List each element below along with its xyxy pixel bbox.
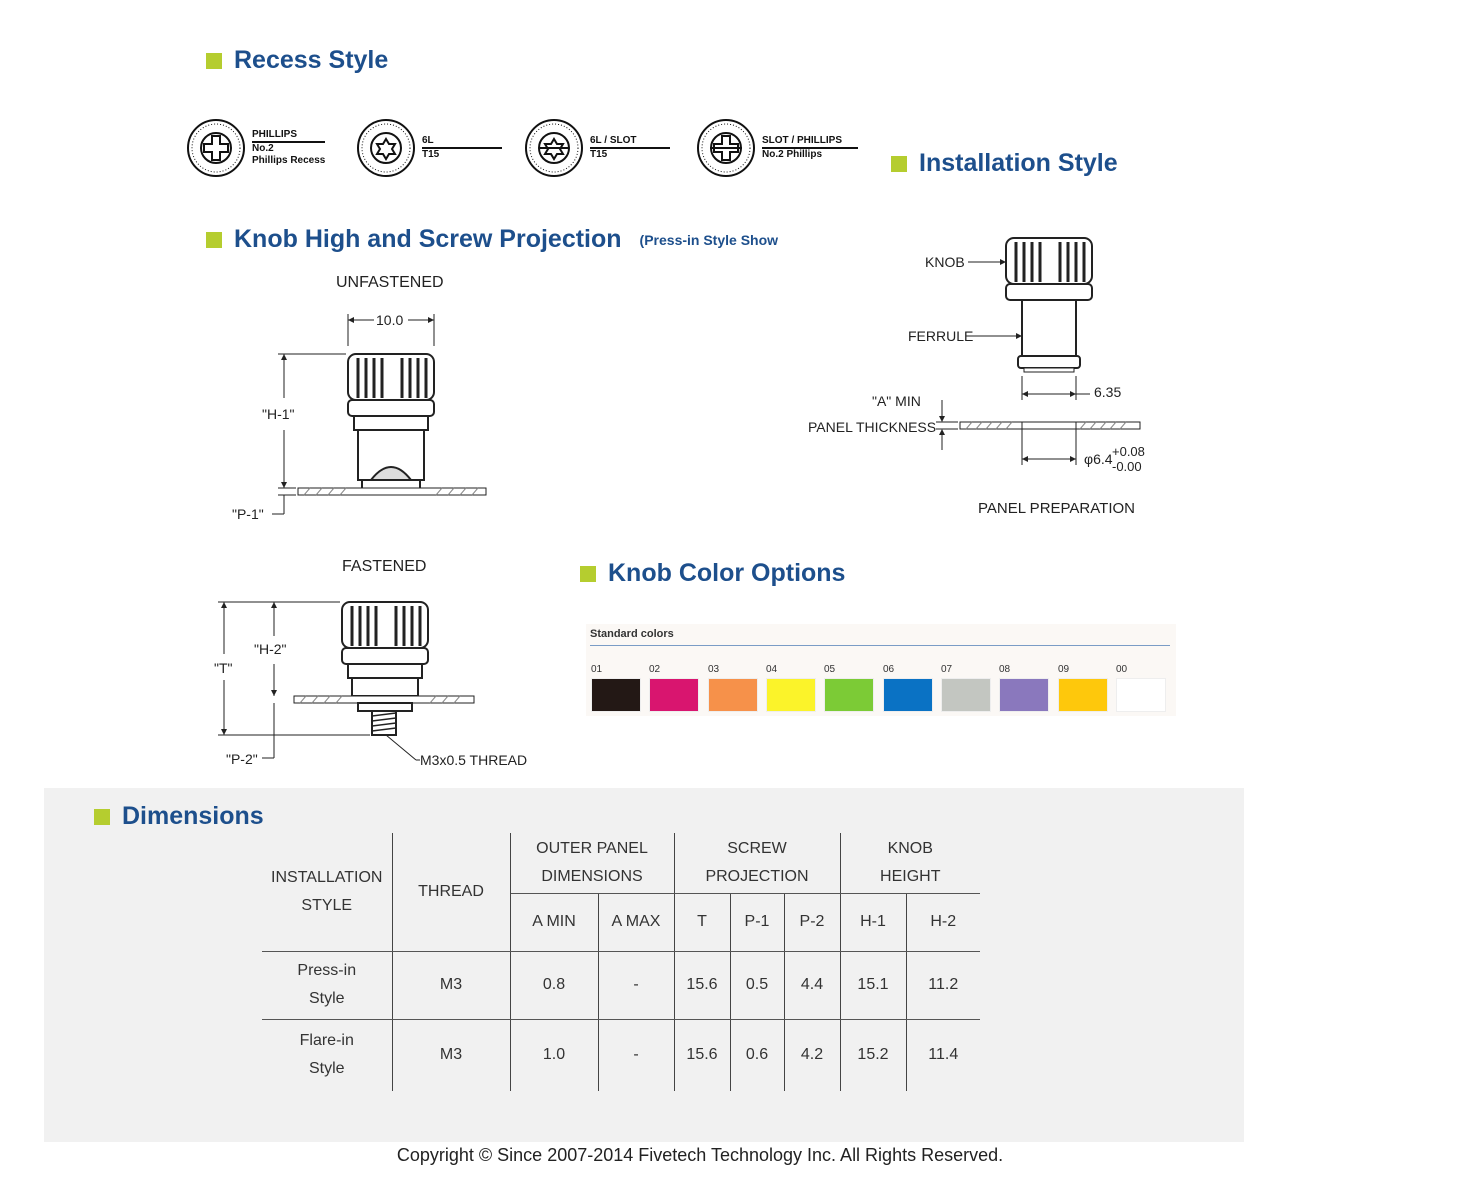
col-header-outer-panel: OUTER PANEL DIMENSIONS <box>510 833 674 893</box>
tolerance-minus: -0.00 <box>1112 459 1142 474</box>
subheader-p2: P-2 <box>784 893 840 951</box>
phillips-recess-icon <box>186 118 246 178</box>
panel-preparation-caption: PANEL PREPARATION <box>978 500 1135 517</box>
tolerance-plus: +0.08 <box>1112 444 1145 459</box>
color-swatch: 02 <box>649 664 699 712</box>
fastened-title: FASTENED <box>342 558 427 575</box>
hole-diameter-label: φ6.4 <box>1084 451 1113 467</box>
subheader-t: T <box>674 893 730 951</box>
color-swatch: 06 <box>883 664 933 712</box>
slot-phillips-recess-icon <box>696 118 756 178</box>
dim-635-label: 6.35 <box>1094 384 1122 400</box>
col-header-screw-projection: SCREW PROJECTION <box>674 833 840 893</box>
subheader-p1: P-1 <box>730 893 784 951</box>
ferrule-label: FERRULE <box>908 328 974 344</box>
bullet-square-icon <box>206 232 222 248</box>
6l-recess-icon <box>356 118 416 178</box>
color-chip <box>999 678 1049 712</box>
recess-phillips: PHILLIPS No.2 Phillips Recess <box>186 118 325 178</box>
fastened-drawing <box>210 592 510 772</box>
recess-label-3: 6L / SLOT <box>590 135 670 149</box>
bullet-square-icon <box>206 53 222 69</box>
color-chip <box>824 678 874 712</box>
thread-label: M3x0.5 THREAD <box>420 752 528 768</box>
table-row: Flare-in Style M3 1.0 - 15.6 0.6 4.2 15.2 11.4 <box>262 1019 980 1091</box>
bullet-square-icon <box>891 156 907 172</box>
copyright-footer: Copyright © Since 2007-2014 Fivetech Technology Inc. All Rights Reserved. <box>396 1145 1004 1165</box>
dimensions-title: Dimensions <box>94 802 264 831</box>
col-header-thread: THREAD <box>392 833 510 951</box>
knob-high-title: Knob High and Screw Projection (Press-in Style Show <box>206 225 804 254</box>
color-swatch: 00 <box>1116 664 1166 712</box>
divider <box>590 645 1170 646</box>
recess-6l: 6L T15 <box>356 118 502 178</box>
color-chip <box>766 678 816 712</box>
recess-label-4: SLOT / PHILLIPS <box>762 135 858 149</box>
a-min-label: "A" MIN <box>872 393 921 409</box>
color-chip <box>591 678 641 712</box>
color-swatch: 05 <box>824 664 874 712</box>
color-chip <box>1058 678 1108 712</box>
subheader-a-min: A MIN <box>510 893 598 951</box>
subheader-h1: H-1 <box>840 893 906 951</box>
recess-slot-phillips: SLOT / PHILLIPS No.2 Phillips <box>696 118 858 178</box>
recess-label-1: PHILLIPS <box>252 129 325 143</box>
color-chip <box>941 678 991 712</box>
unfastened-title: UNFASTENED <box>336 274 444 291</box>
color-swatch: 09 <box>1058 664 1108 712</box>
color-swatch: 07 <box>941 664 991 712</box>
h2-label: "H-2" <box>254 641 287 657</box>
p1-label: "P-1" <box>232 506 264 522</box>
recess-6l-slot: 6L / SLOT T15 <box>524 118 670 178</box>
standard-colors-header: Standard colors <box>590 628 674 640</box>
bullet-square-icon <box>580 566 596 582</box>
subheader-h2: H-2 <box>906 893 980 951</box>
recess-style-title: Recess Style <box>206 46 388 75</box>
panel-thickness-label: PANEL THICKNESS <box>808 419 937 435</box>
col-header-knob-height: KNOB HEIGHT <box>840 833 980 893</box>
dimensions-table <box>262 833 980 1091</box>
color-swatch: 01 <box>591 664 641 712</box>
standard-colors-panel <box>586 624 1176 716</box>
col-header-installation-style: INSTALLATION STYLE <box>262 833 392 951</box>
bullet-square-icon <box>94 809 110 825</box>
subheader-a-max: A MAX <box>598 893 674 951</box>
installation-style-title: Installation Style <box>891 149 1118 178</box>
table-row: Press-in Style M3 0.8 - 15.6 0.5 4.4 15.1 11.2 <box>262 951 980 1019</box>
p2-label: "P-2" <box>226 751 258 767</box>
color-chip <box>1116 678 1166 712</box>
6l-slot-recess-icon <box>524 118 584 178</box>
color-swatch: 04 <box>766 664 816 712</box>
color-chip <box>883 678 933 712</box>
color-chip <box>649 678 699 712</box>
recess-label-2: 6L <box>422 135 502 149</box>
h1-label: "H-1" <box>262 406 295 422</box>
t-label: "T" <box>214 660 233 676</box>
color-chip <box>708 678 758 712</box>
knob-label: KNOB <box>925 254 965 270</box>
width-10-label: 10.0 <box>376 312 404 328</box>
color-swatch: 08 <box>999 664 1049 712</box>
knob-color-title: Knob Color Options <box>580 559 845 588</box>
color-swatch: 03 <box>708 664 758 712</box>
